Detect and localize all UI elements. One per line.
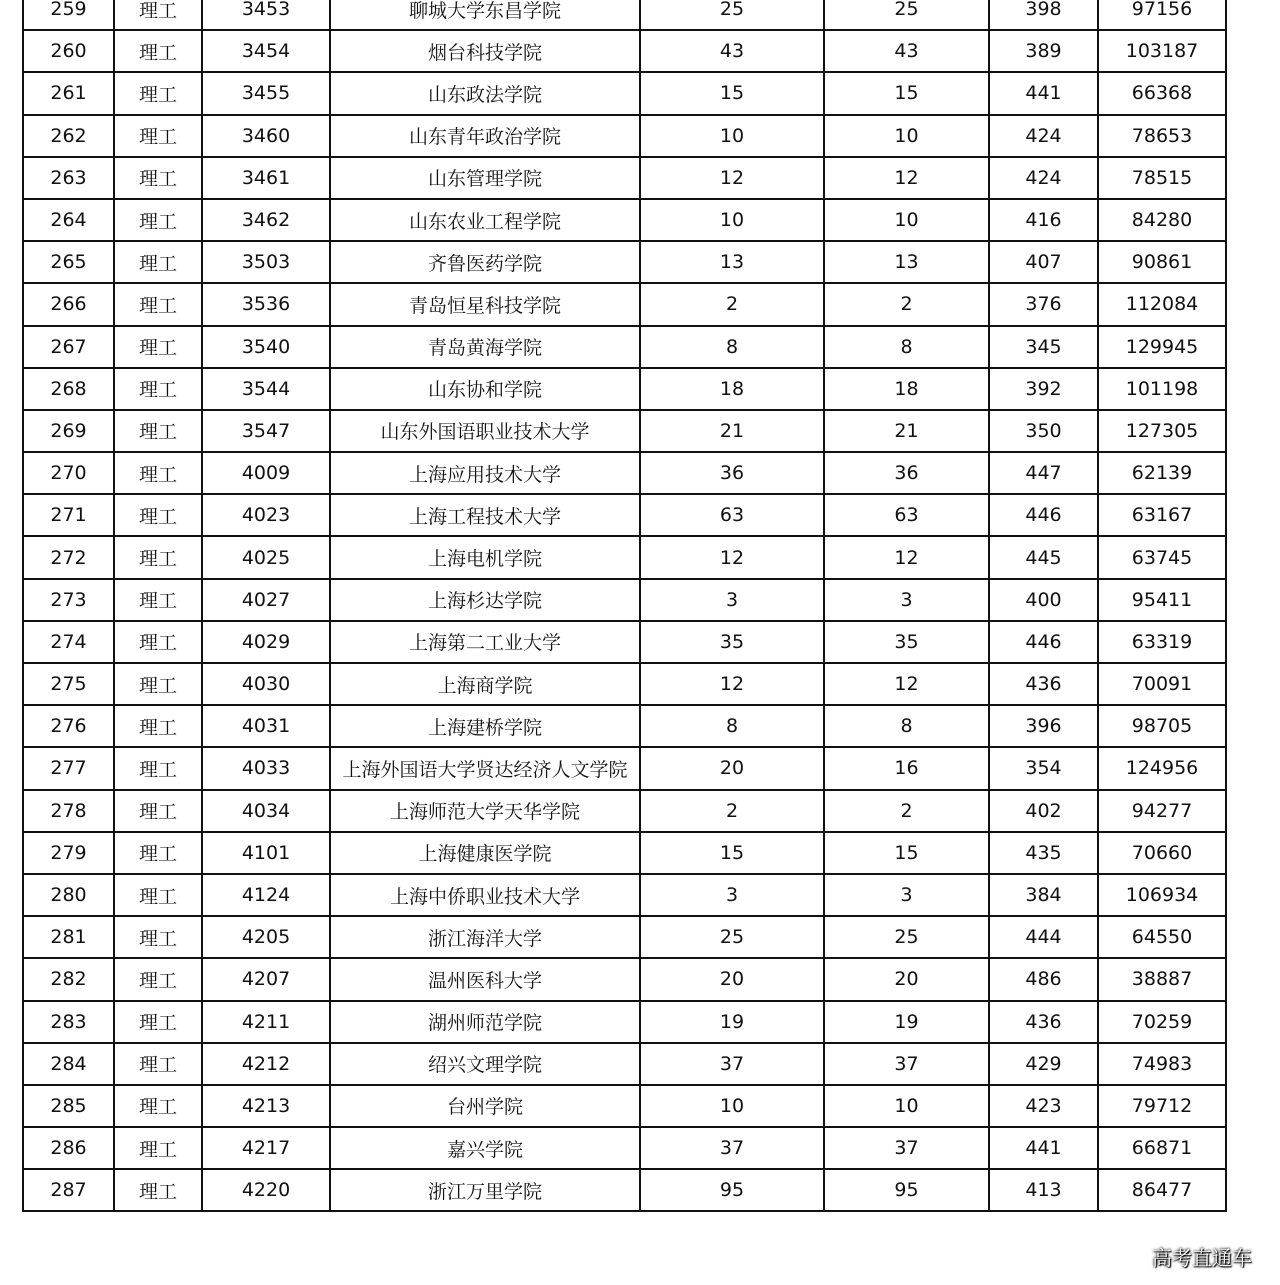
table-row [23,368,1226,410]
table-row [23,705,1226,747]
table-row [23,283,1226,325]
plan-count-cell: 95 [640,1169,824,1211]
category-cell: 理工 [114,241,202,283]
table-row [23,621,1226,663]
admitted-count-cell: 20 [824,958,989,1000]
category-cell: 理工 [114,115,202,157]
school-name-cell: 上海建桥学院 [330,705,640,747]
school-name-cell: 上海外国语大学贤达经济人文学院 [330,747,640,789]
table-row [23,452,1226,494]
category-cell: 理工 [114,1001,202,1043]
table-row [23,579,1226,621]
category-cell: 理工 [114,368,202,410]
row-index-cell: 267 [23,326,114,368]
min-rank-cell: 98705 [1098,705,1226,747]
code-cell: 3462 [202,199,330,241]
plan-count-cell: 12 [640,536,824,578]
min-score-cell: 350 [989,410,1098,452]
code-cell: 4213 [202,1085,330,1127]
plan-count-cell: 2 [640,283,824,325]
min-score-cell: 436 [989,1001,1098,1043]
row-index-cell: 265 [23,241,114,283]
row-index-cell: 264 [23,199,114,241]
min-rank-cell: 78515 [1098,157,1226,199]
min-score-cell: 424 [989,115,1098,157]
plan-count-cell: 21 [640,410,824,452]
min-rank-cell: 84280 [1098,199,1226,241]
min-score-cell: 423 [989,1085,1098,1127]
table-row [23,1127,1226,1169]
min-rank-cell: 70259 [1098,1001,1226,1043]
category-cell: 理工 [114,1085,202,1127]
school-name-cell: 烟台科技学院 [330,30,640,72]
min-score-cell: 436 [989,663,1098,705]
code-cell: 4212 [202,1043,330,1085]
table-row [23,958,1226,1000]
row-index-cell: 278 [23,790,114,832]
admitted-count-cell: 15 [824,832,989,874]
plan-count-cell: 13 [640,241,824,283]
min-rank-cell: 127305 [1098,410,1226,452]
min-score-cell: 396 [989,705,1098,747]
code-cell: 3455 [202,72,330,114]
row-index-cell: 273 [23,579,114,621]
category-cell: 理工 [114,916,202,958]
row-index-cell: 260 [23,30,114,72]
plan-count-cell: 12 [640,157,824,199]
min-rank-cell: 106934 [1098,874,1226,916]
code-cell: 4124 [202,874,330,916]
admitted-count-cell: 2 [824,790,989,832]
plan-count-cell: 36 [640,452,824,494]
plan-count-cell: 43 [640,30,824,72]
min-score-cell: 424 [989,157,1098,199]
code-cell: 3503 [202,241,330,283]
min-score-cell: 429 [989,1043,1098,1085]
code-cell: 4030 [202,663,330,705]
table-row [23,30,1226,72]
school-name-cell: 齐鲁医药学院 [330,241,640,283]
category-cell: 理工 [114,790,202,832]
category-cell: 理工 [114,410,202,452]
row-index-cell: 263 [23,157,114,199]
code-cell: 4033 [202,747,330,789]
min-rank-cell: 63319 [1098,621,1226,663]
code-cell: 3454 [202,30,330,72]
row-index-cell: 261 [23,72,114,114]
min-rank-cell: 129945 [1098,326,1226,368]
admitted-count-cell: 15 [824,72,989,114]
table-row [23,747,1226,789]
school-name-cell: 聊城大学东昌学院 [330,0,640,30]
plan-count-cell: 10 [640,1085,824,1127]
category-cell: 理工 [114,579,202,621]
plan-count-cell: 18 [640,368,824,410]
min-rank-cell: 62139 [1098,452,1226,494]
school-name-cell: 山东协和学院 [330,368,640,410]
min-rank-cell: 66368 [1098,72,1226,114]
school-name-cell: 浙江海洋大学 [330,916,640,958]
category-cell: 理工 [114,747,202,789]
table-row [23,1085,1226,1127]
table-row [23,0,1226,30]
min-score-cell: 354 [989,747,1098,789]
plan-count-cell: 10 [640,199,824,241]
school-name-cell: 山东管理学院 [330,157,640,199]
category-cell: 理工 [114,1043,202,1085]
min-rank-cell: 90861 [1098,241,1226,283]
plan-count-cell: 8 [640,705,824,747]
plan-count-cell: 63 [640,494,824,536]
plan-count-cell: 20 [640,958,824,1000]
admitted-count-cell: 43 [824,30,989,72]
category-cell: 理工 [114,326,202,368]
category-cell: 理工 [114,157,202,199]
admitted-count-cell: 10 [824,1085,989,1127]
admitted-count-cell: 25 [824,916,989,958]
code-cell: 3540 [202,326,330,368]
min-score-cell: 392 [989,368,1098,410]
row-index-cell: 266 [23,283,114,325]
min-rank-cell: 112084 [1098,283,1226,325]
category-cell: 理工 [114,72,202,114]
table-row [23,410,1226,452]
table-row [23,1001,1226,1043]
table-row [23,199,1226,241]
code-cell: 3544 [202,368,330,410]
row-index-cell: 280 [23,874,114,916]
min-score-cell: 384 [989,874,1098,916]
category-cell: 理工 [114,536,202,578]
admitted-count-cell: 2 [824,283,989,325]
table-row [23,916,1226,958]
plan-count-cell: 25 [640,916,824,958]
category-cell: 理工 [114,1169,202,1211]
school-name-cell: 青岛黄海学院 [330,326,640,368]
plan-count-cell: 15 [640,72,824,114]
min-score-cell: 398 [989,0,1098,30]
plan-count-cell: 3 [640,874,824,916]
row-index-cell: 262 [23,115,114,157]
row-index-cell: 286 [23,1127,114,1169]
admitted-count-cell: 16 [824,747,989,789]
min-score-cell: 447 [989,452,1098,494]
row-index-cell: 272 [23,536,114,578]
school-name-cell: 青岛恒星科技学院 [330,283,640,325]
admitted-count-cell: 3 [824,874,989,916]
min-score-cell: 413 [989,1169,1098,1211]
admitted-count-cell: 12 [824,663,989,705]
school-name-cell: 温州医科大学 [330,958,640,1000]
admitted-count-cell: 95 [824,1169,989,1211]
code-cell: 4023 [202,494,330,536]
table-row [23,790,1226,832]
code-cell: 4101 [202,832,330,874]
school-name-cell: 上海商学院 [330,663,640,705]
row-index-cell: 279 [23,832,114,874]
row-index-cell: 282 [23,958,114,1000]
school-name-cell: 上海杉达学院 [330,579,640,621]
row-index-cell: 283 [23,1001,114,1043]
school-name-cell: 山东青年政治学院 [330,115,640,157]
min-score-cell: 486 [989,958,1098,1000]
code-cell: 4211 [202,1001,330,1043]
admitted-count-cell: 19 [824,1001,989,1043]
table-row [23,157,1226,199]
category-cell: 理工 [114,663,202,705]
admitted-count-cell: 63 [824,494,989,536]
code-cell: 3536 [202,283,330,325]
code-cell: 3461 [202,157,330,199]
min-score-cell: 407 [989,241,1098,283]
category-cell: 理工 [114,452,202,494]
table-body [23,0,1226,1211]
code-cell: 4031 [202,705,330,747]
table-row [23,1043,1226,1085]
category-cell: 理工 [114,283,202,325]
school-name-cell: 台州学院 [330,1085,640,1127]
watermark: 高考直通车 [1152,1246,1252,1270]
table-row [23,326,1226,368]
category-cell: 理工 [114,1127,202,1169]
admitted-count-cell: 13 [824,241,989,283]
code-cell: 4025 [202,536,330,578]
admitted-count-cell: 10 [824,199,989,241]
code-cell: 4027 [202,579,330,621]
row-index-cell: 281 [23,916,114,958]
min-rank-cell: 97156 [1098,0,1226,30]
table-row [23,832,1226,874]
plan-count-cell: 10 [640,115,824,157]
min-score-cell: 446 [989,621,1098,663]
school-name-cell: 上海应用技术大学 [330,452,640,494]
plan-count-cell: 2 [640,790,824,832]
row-index-cell: 259 [23,0,114,30]
category-cell: 理工 [114,874,202,916]
min-rank-cell: 64550 [1098,916,1226,958]
plan-count-cell: 3 [640,579,824,621]
admitted-count-cell: 3 [824,579,989,621]
code-cell: 4029 [202,621,330,663]
row-index-cell: 276 [23,705,114,747]
school-name-cell: 上海第二工业大学 [330,621,640,663]
row-index-cell: 269 [23,410,114,452]
category-cell: 理工 [114,494,202,536]
category-cell: 理工 [114,0,202,30]
min-score-cell: 446 [989,494,1098,536]
row-index-cell: 271 [23,494,114,536]
category-cell: 理工 [114,705,202,747]
category-cell: 理工 [114,30,202,72]
min-rank-cell: 63167 [1098,494,1226,536]
school-name-cell: 上海电机学院 [330,536,640,578]
plan-count-cell: 37 [640,1127,824,1169]
row-index-cell: 268 [23,368,114,410]
plan-count-cell: 37 [640,1043,824,1085]
admitted-count-cell: 8 [824,326,989,368]
min-rank-cell: 101198 [1098,368,1226,410]
row-index-cell: 287 [23,1169,114,1211]
school-name-cell: 上海工程技术大学 [330,494,640,536]
min-score-cell: 345 [989,326,1098,368]
row-index-cell: 284 [23,1043,114,1085]
min-rank-cell: 66871 [1098,1127,1226,1169]
admitted-count-cell: 35 [824,621,989,663]
code-cell: 4220 [202,1169,330,1211]
school-name-cell: 湖州师范学院 [330,1001,640,1043]
school-name-cell: 山东农业工程学院 [330,199,640,241]
category-cell: 理工 [114,199,202,241]
min-rank-cell: 78653 [1098,115,1226,157]
admitted-count-cell: 25 [824,0,989,30]
row-index-cell: 270 [23,452,114,494]
min-score-cell: 402 [989,790,1098,832]
admitted-count-cell: 8 [824,705,989,747]
min-rank-cell: 124956 [1098,747,1226,789]
table-row [23,115,1226,157]
min-score-cell: 441 [989,72,1098,114]
min-rank-cell: 86477 [1098,1169,1226,1211]
min-rank-cell: 95411 [1098,579,1226,621]
table-row [23,536,1226,578]
min-score-cell: 445 [989,536,1098,578]
plan-count-cell: 8 [640,326,824,368]
plan-count-cell: 12 [640,663,824,705]
min-rank-cell: 38887 [1098,958,1226,1000]
school-name-cell: 上海健康医学院 [330,832,640,874]
admitted-count-cell: 21 [824,410,989,452]
school-name-cell: 上海师范大学天华学院 [330,790,640,832]
school-name-cell: 嘉兴学院 [330,1127,640,1169]
admitted-count-cell: 18 [824,368,989,410]
code-cell: 4034 [202,790,330,832]
min-score-cell: 444 [989,916,1098,958]
min-rank-cell: 63745 [1098,536,1226,578]
table-row [23,494,1226,536]
min-score-cell: 435 [989,832,1098,874]
min-score-cell: 376 [989,283,1098,325]
school-name-cell: 山东外国语职业技术大学 [330,410,640,452]
table-row [23,663,1226,705]
row-index-cell: 277 [23,747,114,789]
min-rank-cell: 79712 [1098,1085,1226,1127]
admitted-count-cell: 12 [824,536,989,578]
table-row [23,72,1226,114]
row-index-cell: 285 [23,1085,114,1127]
min-rank-cell: 74983 [1098,1043,1226,1085]
admitted-count-cell: 37 [824,1043,989,1085]
table-row [23,241,1226,283]
row-index-cell: 275 [23,663,114,705]
plan-count-cell: 19 [640,1001,824,1043]
admitted-count-cell: 10 [824,115,989,157]
admitted-count-cell: 12 [824,157,989,199]
admission-table [22,0,1227,1212]
admitted-count-cell: 37 [824,1127,989,1169]
min-rank-cell: 94277 [1098,790,1226,832]
plan-count-cell: 20 [640,747,824,789]
school-name-cell: 绍兴文理学院 [330,1043,640,1085]
table-row [23,874,1226,916]
row-index-cell: 274 [23,621,114,663]
school-name-cell: 浙江万里学院 [330,1169,640,1211]
min-score-cell: 441 [989,1127,1098,1169]
category-cell: 理工 [114,832,202,874]
plan-count-cell: 35 [640,621,824,663]
category-cell: 理工 [114,958,202,1000]
code-cell: 4205 [202,916,330,958]
table-row [23,1169,1226,1211]
plan-count-cell: 25 [640,0,824,30]
min-score-cell: 400 [989,579,1098,621]
code-cell: 4217 [202,1127,330,1169]
code-cell: 3547 [202,410,330,452]
school-name-cell: 上海中侨职业技术大学 [330,874,640,916]
min-rank-cell: 70091 [1098,663,1226,705]
min-score-cell: 416 [989,199,1098,241]
code-cell: 4009 [202,452,330,494]
code-cell: 3453 [202,0,330,30]
min-score-cell: 389 [989,30,1098,72]
category-cell: 理工 [114,621,202,663]
admitted-count-cell: 36 [824,452,989,494]
code-cell: 3460 [202,115,330,157]
min-rank-cell: 103187 [1098,30,1226,72]
min-rank-cell: 70660 [1098,832,1226,874]
code-cell: 4207 [202,958,330,1000]
school-name-cell: 山东政法学院 [330,72,640,114]
plan-count-cell: 15 [640,832,824,874]
